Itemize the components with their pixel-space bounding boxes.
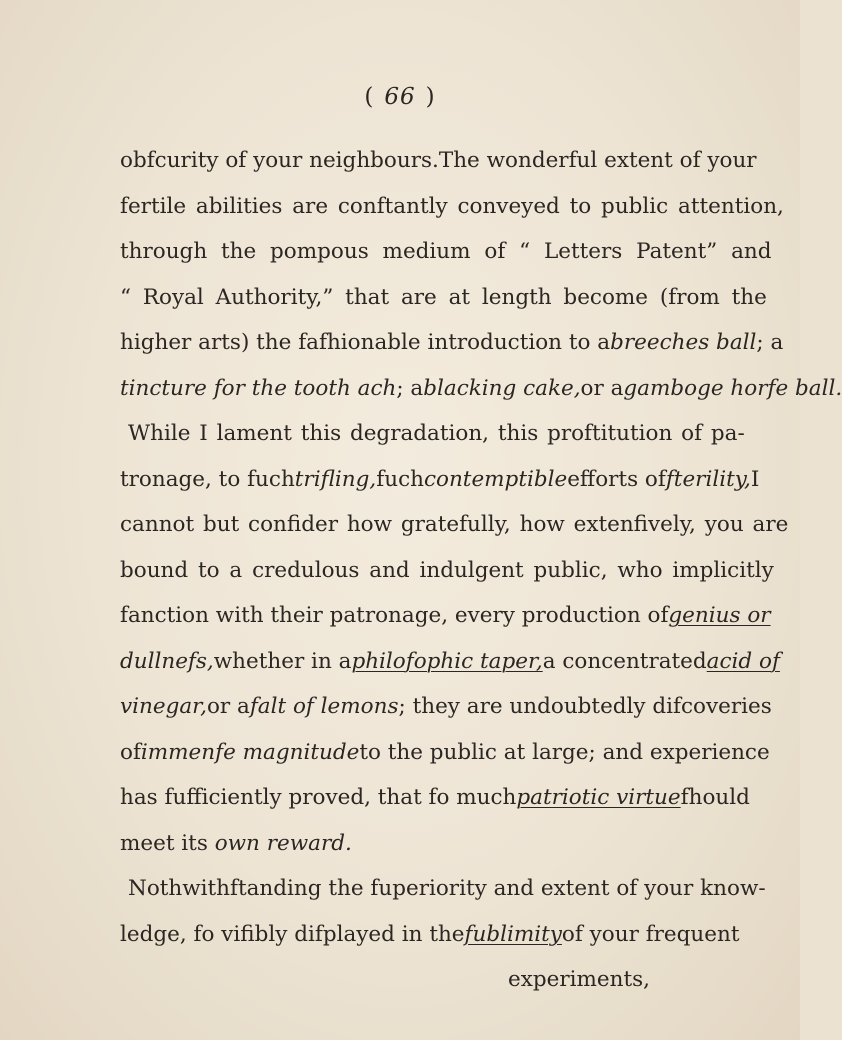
text-run: efforts of [567,466,666,492]
italic-text-run: patriotic virtue [516,785,681,810]
text-line [120,138,757,184]
italic-text-run: immenfe magnitude [140,739,360,765]
page-number-value: 66 [384,84,416,110]
italic-text-run: falt of lemons [249,694,399,719]
text-run: cannot but confider how gratefully, how extenfively, you are [120,512,789,537]
text-run: ; a [396,375,424,401]
text-run: fanction with their patronage, every production of [120,603,669,628]
catchword-line [120,957,660,1003]
text-line [120,275,767,321]
text-run: to the public at large; and experience [359,739,770,765]
text-run: obfcurity of your neighbours. [120,148,439,173]
italic-text-run: trifling, [294,466,377,492]
text-line [120,320,784,366]
text-line [120,184,784,230]
italic-text-run: fterility, [665,466,751,492]
text-run: “ Royal Authority,” that are at length become (from the [120,284,767,310]
text-line [120,593,771,639]
text-run: tronage, to fuch [120,466,295,492]
italic-text-run: gamboge horfe ball. [623,375,842,401]
text-line [120,229,772,275]
italic-text-run: tincture for the tooth ach [120,375,397,401]
page-number-open-paren: ( [364,84,375,110]
text-run: ; a [756,330,784,355]
text-run: fhould [680,785,750,810]
body-text [120,138,842,1003]
text-line [120,775,750,821]
page-number [0,84,800,110]
text-run: I [750,466,760,492]
italic-text-run: breeches ball [610,330,757,355]
page-number-close-paren: ) [425,84,436,110]
text-line [120,502,789,548]
text-run: of your frequent [561,921,740,947]
text-run: whether in a [213,648,352,674]
text-run: ; they are undoubtedly difcoveries [398,694,772,719]
text-run: or a [206,694,250,719]
text-line [120,730,770,776]
text-run: fertile abilities are conftantly conveyed to public attention, [120,193,784,219]
text-run: or a [580,375,624,401]
text-line [120,866,766,912]
text-line [120,548,774,594]
text-run: meet its [120,830,208,856]
text-line [120,684,772,730]
italic-text-run: dullnefs, [120,648,214,674]
text-line [120,821,660,867]
text-run: ledge, fo vifibly difplayed in the [120,921,465,947]
italic-text-run: philofophic taper, [351,648,543,674]
italic-text-run: blacking cake, [423,375,581,401]
italic-text-run: acid of [706,648,780,674]
italic-text-run: vinegar, [120,694,207,719]
italic-text-run: fublimity [464,921,562,947]
italic-text-run: contemptible [423,466,568,492]
text-run: through the pompous medium of “ Letters Patent” and [120,239,772,264]
text-line [120,457,760,503]
text-line [120,639,780,685]
text-run: higher arts) the fafhionable introduction to a [120,330,611,355]
italic-text-run: own reward. [214,830,352,856]
text-run: a concentrated [542,648,707,674]
text-run: of [120,739,141,765]
text-run: has fufficiently proved, that fo much [120,785,517,810]
italic-text-run: genius or [668,603,771,628]
catchword: experiments, [508,967,650,992]
text-run: Nothwithftanding the fuperiority and extent of your know- [128,876,766,901]
text-run: fuch [376,466,424,492]
text-line [120,912,740,958]
text-line [120,411,745,457]
text-line [120,366,842,412]
text-run: The wonderful extent of your [438,148,757,173]
text-run: bound to a credulous and indulgent public, who implicitly [120,557,774,583]
text-run: While I lament this degradation, this proftitution of pa- [128,421,745,446]
